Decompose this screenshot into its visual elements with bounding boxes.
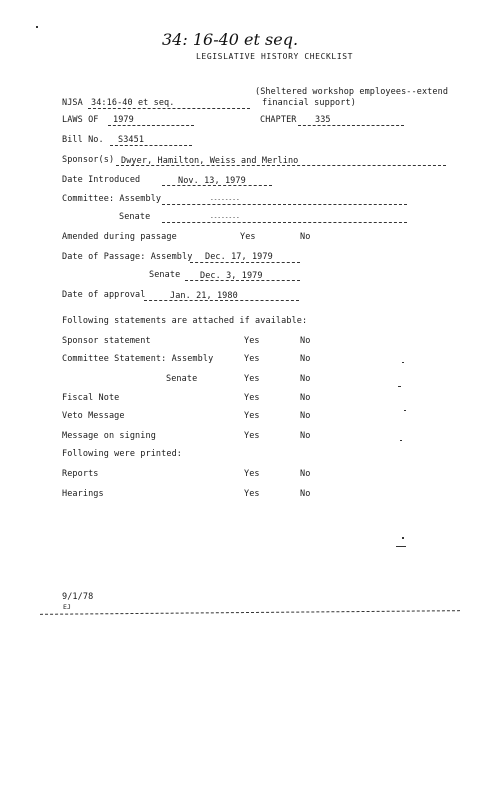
statement-no: No bbox=[300, 336, 311, 346]
chapter-line bbox=[298, 125, 404, 126]
date-introduced-line bbox=[162, 185, 272, 186]
amended-no: No bbox=[300, 232, 311, 242]
handwritten-statute: 34: 16-40 et seq. bbox=[162, 30, 299, 49]
njsa-value: 34:16-40 et seq. bbox=[91, 98, 175, 108]
statement-yes: Yes bbox=[244, 411, 260, 421]
footer-initials: EJ bbox=[63, 603, 72, 611]
bill-label: Bill No. bbox=[62, 135, 104, 145]
printed-label: Reports bbox=[62, 469, 99, 479]
njsa-note-line2: financial support) bbox=[262, 98, 356, 108]
passage-assembly-line bbox=[190, 262, 300, 263]
statement-no: No bbox=[300, 374, 311, 384]
statement-no: No bbox=[300, 393, 311, 403]
statement-yes: Yes bbox=[244, 431, 260, 441]
statement-label: Fiscal Note bbox=[62, 393, 120, 403]
committee-senate-line bbox=[162, 222, 407, 223]
sponsors-line bbox=[116, 165, 446, 166]
date-introduced-value: Nov. 13, 1979 bbox=[178, 176, 246, 186]
sponsors-value: Dwyer, Hamilton, Weiss and Merlino bbox=[121, 156, 299, 166]
committee-assembly-line bbox=[162, 204, 407, 205]
bill-line bbox=[110, 145, 192, 146]
printed-label: Hearings bbox=[62, 489, 104, 499]
approval-value: Jan. 21, 1980 bbox=[170, 291, 238, 301]
statement-yes: Yes bbox=[244, 374, 260, 384]
scan-speck bbox=[396, 546, 406, 547]
statement-label: Message on signing bbox=[62, 431, 156, 441]
njsa-label: NJSA bbox=[62, 98, 83, 108]
bill-value: S3451 bbox=[118, 135, 145, 145]
committee-senate-value: -------- bbox=[210, 214, 240, 221]
laws-of-label: LAWS OF bbox=[62, 115, 99, 125]
page-title: LEGISLATIVE HISTORY CHECKLIST bbox=[196, 52, 354, 61]
statement-yes: Yes bbox=[244, 336, 260, 346]
statement-label: Committee Statement: Assembly bbox=[62, 354, 214, 364]
njsa-line bbox=[88, 108, 250, 109]
scan-speck bbox=[404, 410, 406, 411]
laws-of-value: 1979 bbox=[113, 115, 134, 125]
amended-yes: Yes bbox=[240, 232, 256, 242]
printed-yes: Yes bbox=[244, 489, 260, 499]
footer-date: 9/1/78 bbox=[62, 592, 94, 602]
scan-speck bbox=[402, 362, 404, 363]
statement-yes: Yes bbox=[244, 354, 260, 364]
printed-heading: Following were printed: bbox=[62, 449, 183, 459]
chapter-label: CHAPTER bbox=[260, 115, 297, 125]
passage-assembly-value: Dec. 17, 1979 bbox=[205, 252, 273, 262]
scan-speck bbox=[398, 386, 401, 387]
scan-speck bbox=[36, 26, 38, 28]
committee-senate-label: Senate bbox=[119, 212, 151, 222]
committee-assembly-value: -------- bbox=[210, 196, 240, 203]
statement-no: No bbox=[300, 411, 311, 421]
chapter-value: 335 bbox=[315, 115, 331, 125]
printed-no: No bbox=[300, 469, 311, 479]
passage-senate-value: Dec. 3, 1979 bbox=[200, 271, 263, 281]
printed-no: No bbox=[300, 489, 311, 499]
approval-line bbox=[144, 300, 299, 301]
statements-heading: Following statements are attached if available: bbox=[62, 316, 308, 326]
statement-no: No bbox=[300, 431, 311, 441]
njsa-note-line1: (Sheltered workshop employees--extend bbox=[255, 87, 449, 97]
approval-label: Date of approval bbox=[62, 290, 146, 300]
statement-label: Senate bbox=[166, 374, 198, 384]
sponsors-label: Sponsor(s) bbox=[62, 155, 115, 165]
statement-label: Veto Message bbox=[62, 411, 125, 421]
statement-label: Sponsor statement bbox=[62, 336, 151, 346]
footer-rule bbox=[40, 610, 460, 615]
passage-label: Date of Passage: Assembly bbox=[62, 252, 193, 262]
amended-label: Amended during passage bbox=[62, 232, 177, 242]
laws-of-line bbox=[108, 125, 194, 126]
scan-speck bbox=[400, 440, 402, 441]
statement-yes: Yes bbox=[244, 393, 260, 403]
committee-label: Committee: Assembly bbox=[62, 194, 162, 204]
passage-senate-line bbox=[185, 280, 300, 281]
scan-speck bbox=[402, 537, 404, 539]
passage-senate-label: Senate bbox=[149, 270, 181, 280]
statement-no: No bbox=[300, 354, 311, 364]
printed-yes: Yes bbox=[244, 469, 260, 479]
date-introduced-label: Date Introduced bbox=[62, 175, 141, 185]
